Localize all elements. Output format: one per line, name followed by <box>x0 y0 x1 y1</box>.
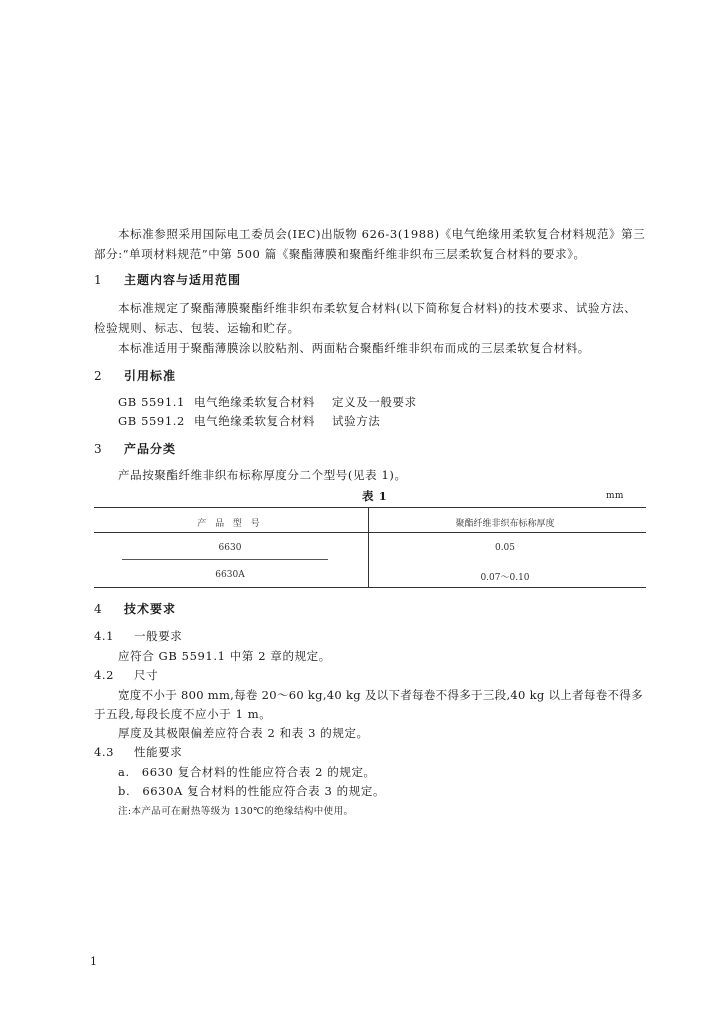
reference-code: GB 5591.2 <box>118 414 185 428</box>
table-bottom-rule <box>94 587 646 588</box>
subsection-4-3-item-a: a. 6630 复合材料的性能应符合表 2 的规定。 <box>118 765 376 779</box>
table-cell-thickness: 0.05 <box>494 543 516 553</box>
subsection-4-3-title: 性能要求 <box>134 745 183 759</box>
section-1-para2: 本标准适用于聚酯薄膜涂以胶粘剂、两面粘合聚酯纤维非织布而成的三层柔软复合材料。 <box>118 341 590 355</box>
section-4-title: 技术要求 <box>124 602 177 616</box>
table-unit: mm <box>606 491 624 501</box>
subsection-4-1-number: 4.1 <box>94 629 115 643</box>
reference-title: 电气绝缘柔软复合材料 <box>194 395 315 409</box>
section-3-number: 3 <box>94 442 103 456</box>
subsection-4-3-number: 4.3 <box>94 745 115 759</box>
table-row-rule <box>122 559 328 560</box>
subsection-4-2-heading <box>94 667 158 683</box>
reference-desc: 试验方法 <box>332 414 381 428</box>
intro-line-1: 本标准参照采用国际电工委员会(IEC)出版物 626-3(1988)《电气绝缘用柔软复合材料规范》第三 <box>118 227 646 241</box>
subsection-4-3-heading <box>94 744 182 760</box>
subsection-4-1-text: 应符合 GB 5591.1 中第 2 章的规定。 <box>118 649 331 663</box>
subsection-4-1-title: 一般要求 <box>134 629 183 643</box>
table-column-divider <box>368 507 369 587</box>
subsection-4-2-line3: 厚度及其极限偏差应符合表 2 和表 3 的规定。 <box>118 726 369 740</box>
intro-line-2: 部分:“单项材料规范”中第 500 篇《聚酯薄膜和聚酯纤维非织布三层柔软复合材料的要求》。 <box>94 247 586 261</box>
section-3-title: 产品分类 <box>124 442 177 456</box>
section-2-number: 2 <box>94 369 103 383</box>
subsection-4-2-line2: 于五段,每段长度不应小于 1 m。 <box>94 707 272 721</box>
reference-item <box>118 413 380 429</box>
section-1-heading <box>94 271 241 288</box>
subsection-4-2-line1: 宽度不小于 800 mm,每卷 20～60 kg,40 kg 及以下者每卷不得多于三段,40 kg 以上者每卷不得多 <box>118 688 643 702</box>
subsection-4-1-heading <box>94 628 182 644</box>
section-4-number: 4 <box>94 602 103 616</box>
section-1-para1-line2: 检验规则、标志、包装、运输和贮存。 <box>94 321 300 335</box>
table-top-rule <box>94 507 646 508</box>
section-2-heading <box>94 367 176 384</box>
reference-title: 电气绝缘柔软复合材料 <box>194 414 315 428</box>
reference-code: GB 5591.1 <box>118 395 185 409</box>
section-3-heading <box>94 440 176 457</box>
section-1-number: 1 <box>94 273 103 287</box>
section-3-text: 产品按聚酯纤维非织布标称厚度分二个型号(见表 1)。 <box>118 468 407 482</box>
reference-desc: 定义及一般要求 <box>332 395 417 409</box>
reference-item <box>118 394 417 410</box>
section-4-heading <box>94 600 176 617</box>
table-caption: 表 1 <box>362 489 388 503</box>
table-header-thickness: 聚酯纤维非织布标称厚度 <box>455 519 555 529</box>
table-header-model: 产 品 型 号 <box>197 519 263 529</box>
page-number: 1 <box>90 955 98 968</box>
subsection-4-2-title: 尺寸 <box>134 668 159 682</box>
subsection-4-3-note: 注:本产品可在耐热等级为 130℃的绝缘结构中使用。 <box>118 806 354 817</box>
subsection-4-3-item-b: b. 6630A 复合材料的性能应符合表 3 的规定。 <box>118 784 386 798</box>
subsection-4-2-number: 4.2 <box>94 668 115 682</box>
table-cell-model: 6630 <box>218 543 242 553</box>
section-2-title: 引用标准 <box>124 369 177 383</box>
table-cell-thickness: 0.07～0.10 <box>480 573 530 583</box>
section-1-title: 主题内容与适用范围 <box>124 273 242 287</box>
section-1-para1-line1: 本标准规定了聚酯薄膜聚酯纤维非织布柔软复合材料(以下简称复合材料)的技术要求、试验方法、 <box>118 301 637 315</box>
table-cell-model: 6630A <box>215 570 245 580</box>
table-header-rule <box>94 532 646 533</box>
